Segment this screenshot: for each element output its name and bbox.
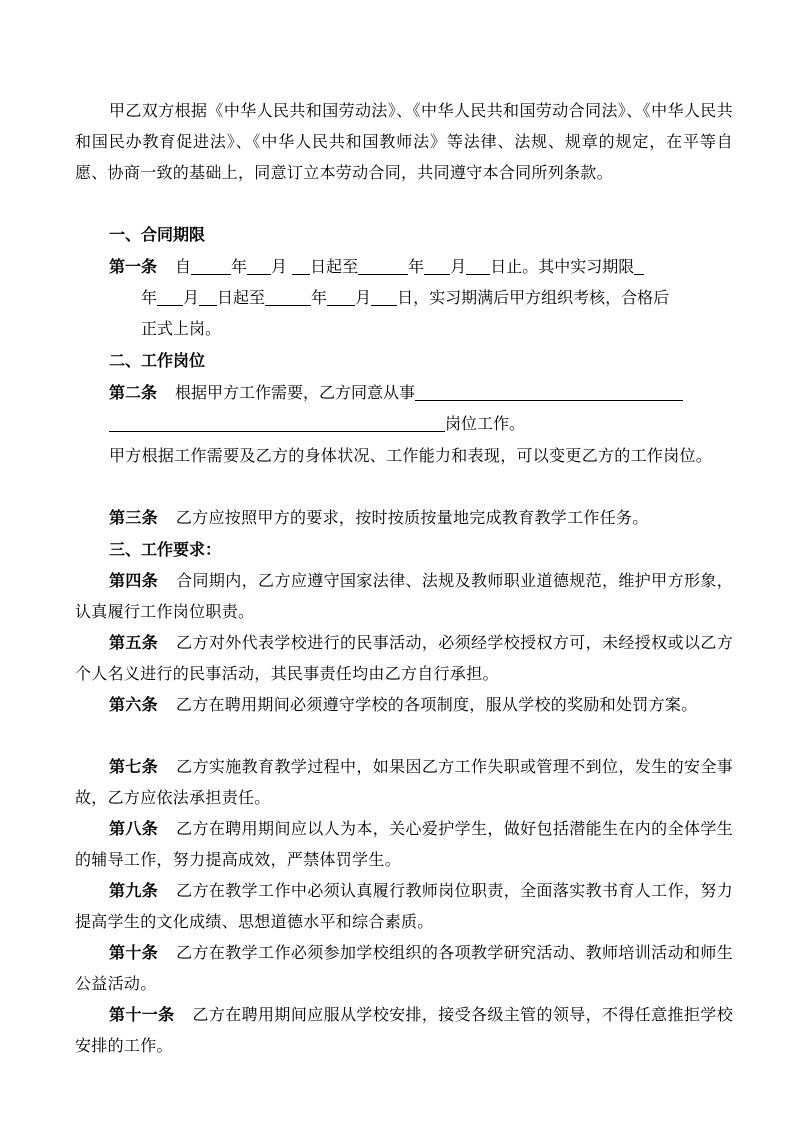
- article-9: 第九条 乙方在教学工作中必须认真履行教师岗位职责，全面落实教书育人工作，努力提高学生的文化成绩、思想道德水平和综合素质。: [75, 881, 734, 931]
- section-heading-contract-term: 一、合同期限: [109, 225, 206, 244]
- month-blank[interactable]: [157, 287, 183, 306]
- article-5-label: 第五条: [109, 633, 159, 652]
- section-heading-work-requirements: 三、工作要求：: [109, 540, 222, 559]
- probation-blank[interactable]: [634, 256, 644, 275]
- article-11-label: 第十一条: [109, 1005, 175, 1024]
- article-1-line-3: 正式上岗。: [141, 319, 222, 338]
- article-4: 第四条 合同期内，乙方应遵守国家法律、法规及教师职业道德规范，维护甲方形象，认真履行工作岗位职责。: [75, 571, 734, 621]
- article-6-label: 第六条: [109, 695, 158, 714]
- article-1-label: 第一条: [109, 257, 158, 276]
- article-10-label: 第十条: [109, 943, 159, 962]
- position-blank-continued[interactable]: [109, 413, 445, 432]
- article-6: 第六条 乙方在聘用期间必须遵守学校的各项制度，服从学校的奖励和处罚方案。: [109, 695, 698, 714]
- day-blank[interactable]: [466, 256, 490, 275]
- article-2-line-1: 第二条 根据甲方工作需要，乙方同意从事: [109, 377, 683, 408]
- article-8: 第八条 乙方在聘用期间应以人为本，关心爱护学生，做好包括潜能生在内的全体学生的辅导工作，努力提高成效，严禁体罚学生。: [75, 819, 734, 869]
- year-blank[interactable]: [191, 256, 231, 275]
- month-blank[interactable]: [247, 256, 271, 275]
- day-blank[interactable]: [371, 287, 397, 306]
- section-heading-job-position: 二、工作岗位: [109, 351, 206, 370]
- day-blank[interactable]: [199, 287, 217, 306]
- position-blank[interactable]: [415, 382, 683, 401]
- article-4-label: 第四条: [109, 571, 159, 590]
- article-3: 第三条 乙方应按照甲方的要求，按时按质按量地完成教育教学工作任务。: [109, 508, 649, 527]
- year-blank[interactable]: [265, 287, 311, 306]
- article-8-label: 第八条: [109, 819, 159, 838]
- article-2-label: 第二条: [109, 383, 158, 402]
- year-blank[interactable]: [358, 256, 408, 275]
- article-3-label: 第三条: [109, 508, 158, 527]
- article-1-line-2: 年 月 日起至 年 月 日，实习期满后甲方组织考核，合格后: [141, 288, 670, 307]
- article-2-paragraph: 甲方根据工作需要及乙方的身体状况、工作能力和表现，可以变更乙方的工作岗位。: [109, 446, 713, 465]
- article-11: 第十一条 乙方在聘用期间应服从学校安排，接受各级主管的领导，不得任意推拒学校安排的工作。: [75, 1005, 734, 1055]
- article-7-label: 第七条: [109, 757, 159, 776]
- article-1-line-1: 第一条 自 年 月 日起至 年 月 日止。其中实习期限: [109, 251, 644, 282]
- month-blank[interactable]: [424, 256, 450, 275]
- article-7: 第七条 乙方实施教育教学过程中，如果因乙方工作失职或管理不到位，发生的安全事故，乙方应依法承担责任。: [75, 757, 734, 807]
- article-9-label: 第九条: [109, 881, 159, 900]
- article-2-line-2: 岗位工作。: [109, 408, 525, 439]
- article-5: 第五条 乙方对外代表学校进行的民事活动，必须经学校授权方可，未经授权或以乙方个人名义进行的民事活动，其民事责任均由乙方自行承担。: [75, 633, 734, 683]
- article-10: 第十条 乙方在教学工作必须参加学校组织的各项教学研究活动、教师培训活动和师生公益活动。: [75, 943, 734, 993]
- intro-paragraph: 甲乙双方根据《中华人民共和国劳动法》、《中华人民共和国劳动合同法》、《中华人民共和国民办教育促进法》、《中华人民共和国教师法》等法律、法规、规章的规定，在平等自愿、协商一致的基础上，同意订立本劳动合同，共同遵守本合同所列条款。: [75, 101, 733, 182]
- month-blank[interactable]: [327, 287, 355, 306]
- day-blank[interactable]: [292, 256, 310, 275]
